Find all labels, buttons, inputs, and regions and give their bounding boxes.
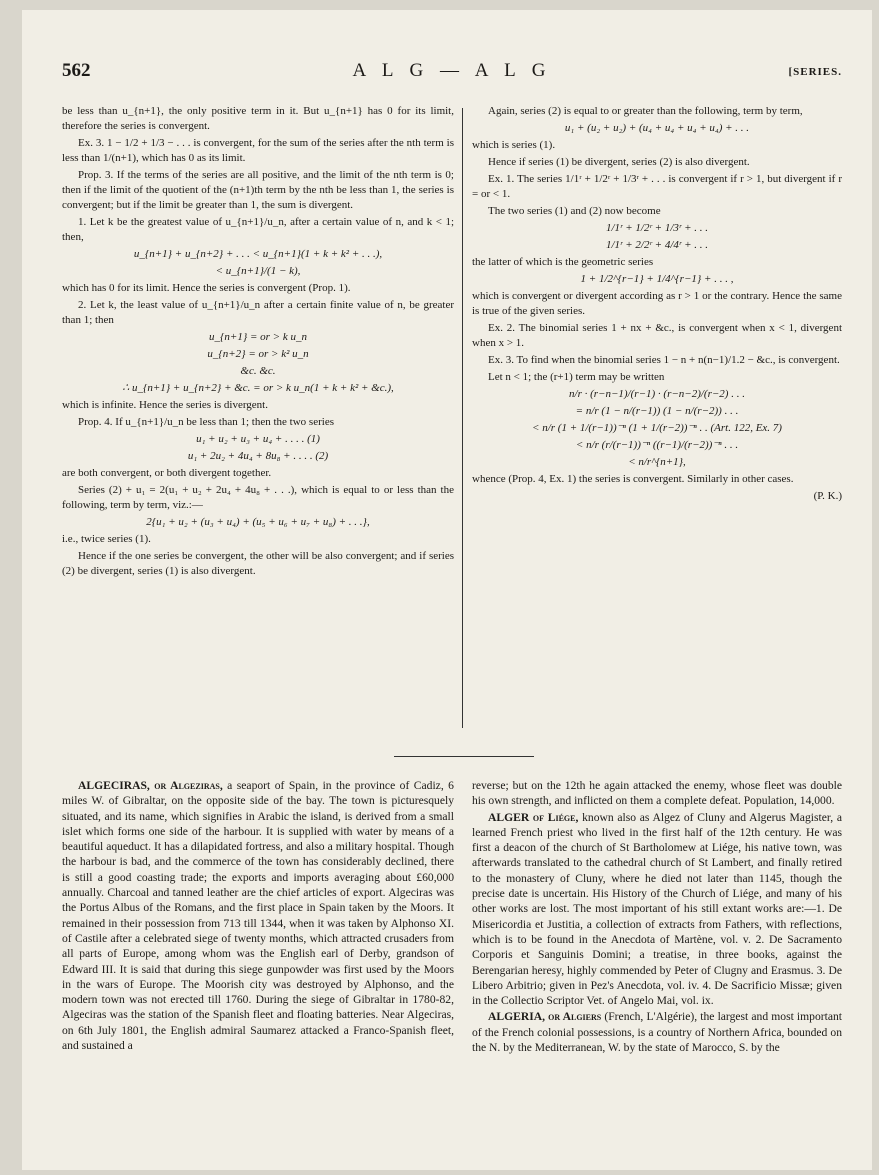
equation: u_{n+1} + u_{n+2} + . . . < u_{n+1}(1 + k + k² + . . .), bbox=[133, 248, 383, 260]
section-label: [SERIES. bbox=[788, 66, 842, 78]
equation: 2{u₁ + u₂ + (u₃ + u₄) + (u₅ + u₆ + u₇ + u₈) + . . .}, bbox=[146, 516, 370, 528]
article-text: a seaport of Spain, in the province of Cadiz, 6 miles W. of Gibraltar, on the opposite side of the bay. The town is picturesquely situated, and its name, which signifies in Arabic the island, is derived from a small islet which forms one side of the harbour. It is supplied with water by means of a beautiful aqueduct. It has a dilapidated fortress, and also a military hospital. Though the harbour is bad, and the commerce of the town has considerably declined, there is still a good coasting trade; the exports and imports averaging about £60,000 annually. Charcoal and tanned leather are the chief articles of export. Algeciras was the Portus Albus of the Romans, and the first place in Spain taken by the Moors. It remained in their possession from 713 till 1344, when it was taken by Alphonso XI. of Castile after a celebrated siege of twenty months, which attracted crusaders from all parts of Europe, among whom was the English earl of Derby, grandson of Edward III. It is said that during this siege gunpowder was first used by the Moors in the wars of Europe. The Moorish city was destroyed by Alphonso, and the modern town was not erected till 1760. During the siege of Gibraltar in 1780-82, Algeciras was the station of the Spanish fleet and floating batteries. Near Algeciras, on 6th July 1801, the English admiral Saumarez attacked a Franco-Spanish fleet, and sustained a bbox=[62, 779, 454, 1053]
paragraph: Let n < 1; the (r+1) term may be written bbox=[488, 371, 665, 383]
paragraph: whence (Prop. 4, Ex. 1) the series is convergent. Similarly in other cases. bbox=[472, 473, 794, 485]
headword: ALGECIRAS, or Algeziras, bbox=[78, 779, 223, 792]
column-divider bbox=[462, 108, 463, 728]
paragraph: Series (2) + u₁ = 2(u₁ + u₂ + 2u₄ + 4u₈ + . . .), which is equal to or less than the following, term by term, viz.:— bbox=[62, 484, 454, 511]
equation: = n/r (1 − n/(r−1)) (1 − n/(r−2)) . . . bbox=[575, 405, 739, 417]
paragraph: which is series (1). bbox=[472, 139, 556, 151]
example-3: Ex. 3. 1 − 1/2 + 1/3 − . . . is convergent, for the sum of the series after the nth term is less than 1/(n+1), which has 0 as its limit. bbox=[62, 137, 454, 164]
article-continuation: reverse; but on the 12th he again attacked the enemy, whose fleet was double his own strength, and inflicted on them a complete defeat. Population, 14,000. bbox=[472, 779, 842, 808]
item-2: 2. Let k, the least value of u_{n+1}/u_n after a certain finite value of n, be greater than 1; then bbox=[62, 299, 454, 326]
paragraph: be less than u_{n+1}, the only positive term in it. But u_{n+1} has 0 for its limit, therefore the series is convergent. bbox=[62, 105, 454, 132]
item-1: 1. Let k be the greatest value of u_{n+1}/u_n, after a certain value of n, and k < 1; then, bbox=[62, 216, 454, 243]
paragraph: which is infinite. Hence the series is divergent. bbox=[62, 399, 268, 411]
equation: ∴ u_{n+1} + u_{n+2} + &c. = or > k u_n(1 + k + k² + &c.), bbox=[122, 382, 394, 394]
example-3: Ex. 3. To find when the binomial series 1 − n + n(n−1)/1.2 − &c., is convergent. bbox=[488, 354, 840, 366]
equation: 1/1ʳ + 2/2ʳ + 4/4ʳ + . . . bbox=[605, 239, 709, 251]
example-1: Ex. 1. The series 1/1ʳ + 1/2ʳ + 1/3ʳ + . . . is convergent if r > 1, but divergent if r = or < 1. bbox=[472, 173, 842, 200]
headword: ALGERIA, or Algiers bbox=[488, 1010, 602, 1024]
equation: u₁ + (u₂ + u₂) + (u₄ + u₄ + u₄ + u₄) + . . . bbox=[564, 122, 750, 134]
equation: 1/1ʳ + 1/2ʳ + 1/3ʳ + . . . bbox=[605, 222, 709, 234]
equation: < n/r (1 + 1/(r−1))⁻ⁿ (1 + 1/(r−2))⁻ⁿ . . (Art. 122, Ex. 7) bbox=[532, 422, 782, 434]
equation: < n/r (r/(r−1))⁻ⁿ ((r−1)/(r−2))⁻ⁿ . . . bbox=[575, 439, 739, 451]
paragraph: the latter of which is the geometric series bbox=[472, 256, 654, 268]
equation: u₁ + 2u₂ + 4u₄ + 8u₈ + . . . . (2) bbox=[187, 450, 329, 462]
math-column-right bbox=[472, 104, 842, 506]
article-alger bbox=[472, 810, 842, 1009]
article-text: known also as Algez of Cluny and Algerus Magister, a learned French priest who lived in the first half of the 12th century. He was first a deacon of the church of St Bartholomew at Liége, his native town, was afterwards translated to the cathedral church of St Lambert, and finally retired to the monastery of Cluny, where he died not later than 1145, though the precise date is uncertain. His History of the Church of Liége, and many of his other works are lost. The most important of his still extant works are:—1. De Misericordia et Justitia, a collection of extracts from Fathers, with reflections, which is to be found in the Anecdota of Martène, vol. v. 2. De Sacramento Corporis et Sanguinis Domini; a treatise, in three books, against the Berengarian heresy, highly commended by Peter of Clugny and Erasmus. 3. De Libero Arbitrio; given in Pez's Anecdota, vol. iv. 4. De Sacrificio Missæ; given in the Collectio Scriptor Vet. of Angelo Mai, vol. ix. bbox=[472, 810, 842, 1008]
equation: u_{n+1} = or > k u_n bbox=[209, 331, 307, 343]
article-algeria bbox=[472, 1009, 842, 1055]
article-text: (French, L'Algérie), the largest and most important of the French colonial possessions, is a country of Northern Africa, bounded on the N. by the Mediterranean, W. by the state of Marocco, S. by the bbox=[472, 1010, 843, 1055]
proposition-4: Prop. 4. If u_{n+1}/u_n be less than 1; then the two series bbox=[78, 416, 334, 428]
paragraph: The two series (1) and (2) now become bbox=[488, 205, 661, 217]
paragraph: which has 0 for its limit. Hence the series is convergent (Prop. 1). bbox=[62, 282, 351, 294]
paragraph: are both convergent, or both divergent together. bbox=[62, 467, 272, 479]
equation: &c. &c. bbox=[240, 365, 276, 377]
equation: < u_{n+1}/(1 − k), bbox=[215, 265, 301, 277]
page-number: 562 bbox=[62, 60, 91, 81]
paragraph: Again, series (2) is equal to or greater than the following, term by term, bbox=[488, 105, 803, 117]
paragraph: Hence if the one series be convergent, the other will be also convergent; and if series (2) be divergent, series (1) is also divergent. bbox=[62, 550, 454, 577]
equation: u_{n+2} = or > k² u_n bbox=[207, 348, 309, 360]
equation: 1 + 1/2^{r−1} + 1/4^{r−1} + . . . , bbox=[580, 273, 734, 285]
example-2: Ex. 2. The binomial series 1 + nx + &c., is convergent when x < 1, divergent when x > 1. bbox=[472, 322, 842, 349]
article-column-left bbox=[62, 778, 454, 1054]
book-page bbox=[22, 10, 872, 1170]
proposition-3: Prop. 3. If the terms of the series are all positive, and the limit of the nth term is 0; then if the limit of the quotient of the (n+1)th term by the nth be less than 1, the series is convergent; but if the limit be greater than 1, the sum is divergent. bbox=[62, 169, 454, 211]
equation: u₁ + u₂ + u₃ + u₄ + . . . . (1) bbox=[196, 433, 320, 445]
author-signature: (P. K.) bbox=[813, 490, 842, 502]
article-algeciras bbox=[62, 778, 454, 1053]
section-rule bbox=[394, 756, 534, 757]
article-column-right bbox=[472, 778, 842, 1056]
paragraph: i.e., twice series (1). bbox=[62, 533, 151, 545]
equation: n/r · (r−n−1)/(r−1) · (r−n−2)/(r−2) . . . bbox=[569, 388, 745, 400]
headword: ALGER of Liége, bbox=[488, 810, 579, 824]
equation: < n/r^{n+1}, bbox=[628, 456, 686, 468]
paragraph: which is convergent or divergent according as r > 1 or the contrary. Hence the same is true of the given series. bbox=[472, 290, 842, 317]
paragraph: Hence if series (1) be divergent, series (2) is also divergent. bbox=[488, 156, 750, 168]
running-title: A L G — A L G bbox=[352, 60, 552, 81]
math-column-left bbox=[62, 104, 454, 581]
page-header bbox=[62, 60, 842, 90]
